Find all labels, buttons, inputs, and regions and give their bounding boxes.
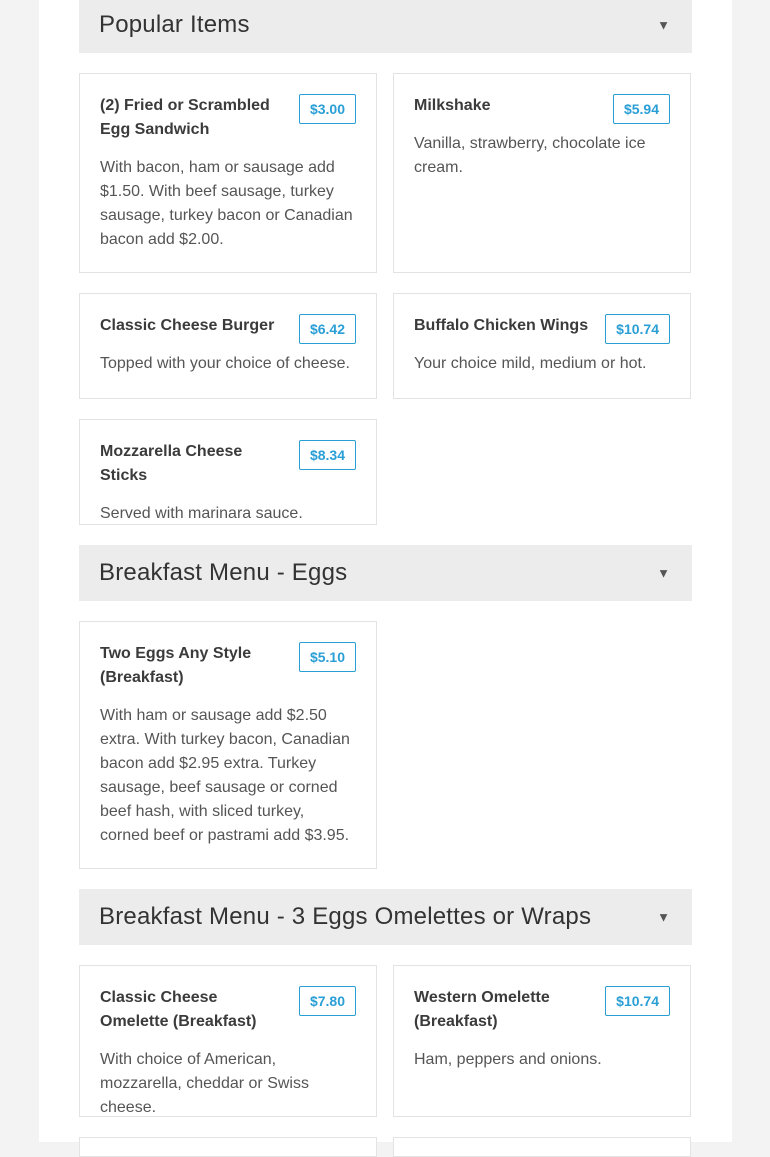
item-description: Ham, peppers and onions. — [414, 1051, 602, 1068]
item-name: (2) Fried or Scrambled Egg Sandwich — [100, 97, 270, 138]
menu-item-card[interactable] — [393, 73, 691, 273]
price-badge: $6.42 — [299, 314, 356, 344]
caret-down-icon: ▼ — [657, 17, 670, 33]
menu-item-card[interactable] — [79, 621, 377, 869]
price-badge: $3.00 — [299, 94, 356, 124]
menu-page — [39, 0, 732, 1142]
price-badge: $7.80 — [299, 986, 356, 1016]
menu-item-card[interactable] — [79, 419, 377, 525]
section-header-popular-items[interactable] — [79, 0, 692, 53]
item-name: Buffalo Chicken Wings — [414, 317, 589, 334]
section-header-breakfast-omelettes[interactable] — [79, 889, 692, 945]
price-badge: $10.74 — [605, 986, 670, 1016]
menu-item-card[interactable] — [393, 1137, 691, 1157]
section-title: Popular Items — [99, 11, 250, 38]
item-description: With ham or sausage add $2.50 extra. With turkey bacon, Canadian bacon add $2.95 extra. Turkey sausage, beef sausage or corned beef hash, with sliced turkey, corned beef or pastrami add $3.95. — [100, 707, 350, 844]
item-description: With bacon, ham or sausage add $1.50. With beef sausage, turkey sausage, turkey bacon or Canadian bacon add $2.00. — [100, 159, 353, 248]
menu-item-card[interactable] — [79, 1137, 377, 1157]
menu-item-card[interactable] — [79, 965, 377, 1117]
item-description: With choice of American, mozzarella, cheddar or Swiss cheese. — [100, 1051, 309, 1116]
item-name: Milkshake — [414, 97, 491, 114]
item-description: Vanilla, strawberry, chocolate ice cream. — [414, 135, 646, 176]
item-name: Classic Cheese Burger — [100, 317, 275, 334]
caret-down-icon: ▼ — [657, 909, 670, 925]
price-badge: $8.34 — [299, 440, 356, 470]
price-badge: $10.74 — [605, 314, 670, 344]
item-name: Two Eggs Any Style (Breakfast) — [100, 645, 252, 686]
menu-item-card[interactable] — [393, 293, 691, 399]
menu-item-card[interactable] — [79, 73, 377, 273]
section-title: Breakfast Menu - 3 Eggs Omelettes or Wraps — [99, 903, 592, 930]
item-description: Topped with your choice of cheese. — [100, 355, 350, 372]
price-badge: $5.10 — [299, 642, 356, 672]
menu-item-card[interactable] — [393, 965, 691, 1117]
item-name: Classic Cheese Omelette (Breakfast) — [100, 989, 257, 1030]
item-name: Western Omelette (Breakfast) — [414, 989, 550, 1030]
item-description: Your choice mild, medium or hot. — [414, 355, 647, 372]
section-title: Breakfast Menu - Eggs — [99, 559, 348, 586]
item-name: Mozzarella Cheese Sticks — [100, 443, 243, 484]
menu-item-card[interactable] — [79, 293, 377, 399]
caret-down-icon: ▼ — [657, 565, 670, 581]
section-header-breakfast-eggs[interactable] — [79, 545, 692, 601]
price-badge: $5.94 — [613, 94, 670, 124]
item-description: Served with marinara sauce. — [100, 505, 303, 522]
